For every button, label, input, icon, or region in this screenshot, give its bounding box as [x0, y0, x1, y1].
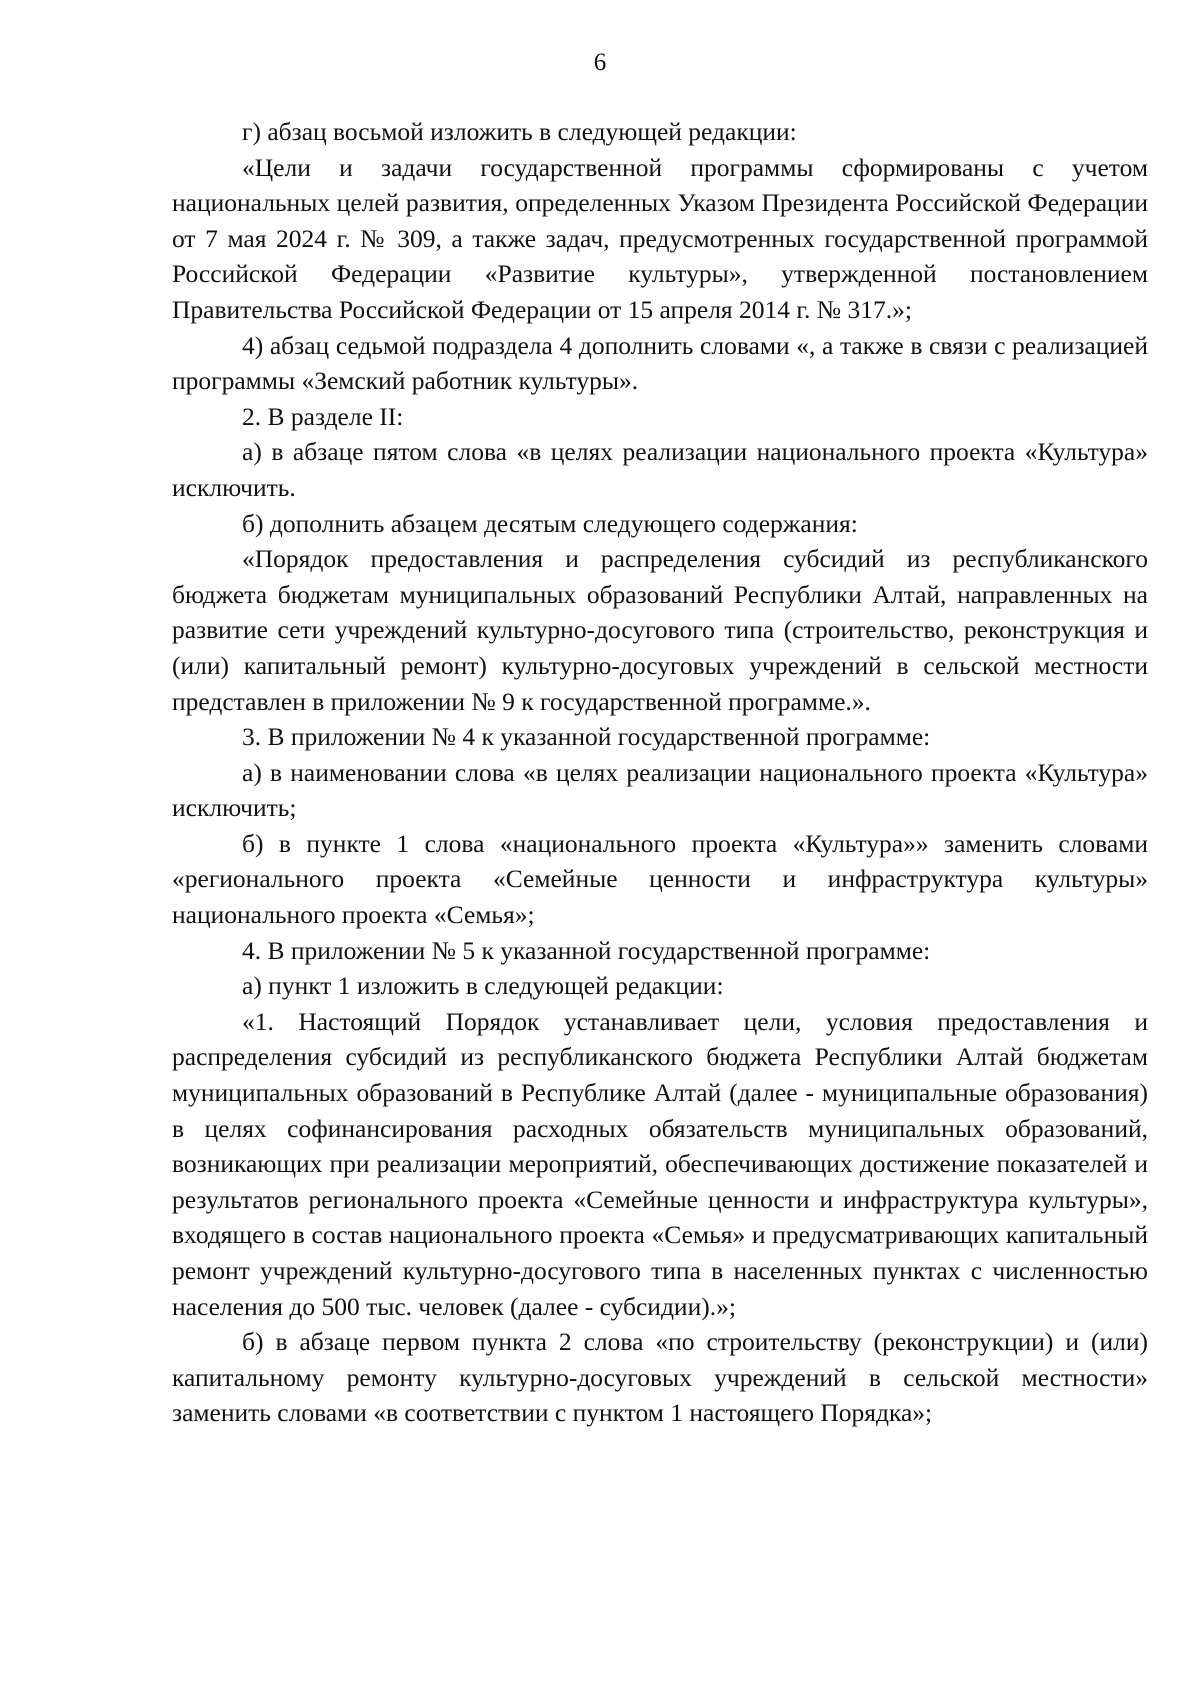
paragraph-section-2-item-b: б) дополнить абзацем десятым следующего содержания: — [242, 508, 858, 538]
page-number: 6 — [593, 49, 607, 76]
paragraph-quote-order-point-1: «1. Настоящий Порядок устанавливает цели, условия предоставления и распределения субсидий из республиканского бюджета Республики Алтай бюджетам муниципальных образований в Республике Алтай (далее - муниципальные образования) в целях софинансирования расходных обязательств муниципальных образований, возникающих при реализации мероприятий, обеспечивающих достижение показателей и результатов регионального проекта «Семейные ценности и инфраструктура культуры», входящего в состав национального проекта «Семья» и предусматривающих капитальный ремонт учреждений культурно-досугового типа в населенных пунктах с численностью населения до 500 тыс. человек (далее - субсидии).»; — [172, 1006, 1148, 1321]
paragraph-section-2-heading: 2. В разделе II: — [242, 401, 404, 431]
paragraph-quote-subsidy-order: «Порядок предоставления и распределения субсидий из республиканского бюджета бюджетам муниципальных образований Республики Алтай, направленных на развитие сети учреждений культурно-досугового типа (строительство, реконструкция и (или) капитальный ремонт) культурно-досуговых учреждений в сельской местности представлен в приложении № 9 к государственной программе.». — [172, 544, 1148, 716]
paragraph-appendix-5-heading: 4. В приложении № 5 к указанной государственной программе: — [242, 935, 931, 965]
paragraph-section-2-item-a: а) в абзаце пятом слова «в целях реализации национального проекта «Культура» исключить. — [172, 437, 1148, 502]
paragraph-item-4-subsection: 4) абзац седьмой подраздела 4 дополнить словами «, а также в связи с реализацией программы «Земский работник культуры». — [172, 330, 1148, 396]
paragraph-appendix-5-item-b: б) в абзаце первом пункта 2 слова «по строительству (реконструкции) и (или) капитальному ремонту культурно-досуговых учреждений в сельской местности» заменить словами «в соответствии с пунктом 1 настоящего Порядка»; — [172, 1327, 1148, 1428]
paragraph-appendix-4-heading: 3. В приложении № 4 к указанной государственной программе: — [242, 722, 931, 752]
paragraph-quote-program-goals: «Цели и задачи государственной программы сформированы с учетом национальных целей развития, определенных Указом Президента Российской Федерации от 7 мая 2024 г. № 309, а также задач, предусмотренных государственной программой Российской Федерации «Развитие культуры», утвержденной постановлением Правительства Российской Федерации от 15 апреля 2014 г. № 317.»; — [172, 152, 1148, 324]
paragraph-appendix-5-item-a: а) пункт 1 изложить в следующей редакции: — [242, 971, 724, 1001]
paragraph-appendix-4-item-b: б) в пункте 1 слова «национального проекта «Культура»» заменить словами «регионального проекта «Семейные ценности и инфраструктура культуры» национального проекта «Семья»; — [172, 828, 1148, 930]
paragraph-item-g-paragraph-eight: г) абзац восьмой изложить в следующей редакции: — [242, 117, 797, 146]
document-body — [172, 114, 1148, 1431]
paragraph-appendix-4-item-a: а) в наименовании слова «в целях реализации национального проекта «Культура» исключить; — [172, 757, 1148, 823]
